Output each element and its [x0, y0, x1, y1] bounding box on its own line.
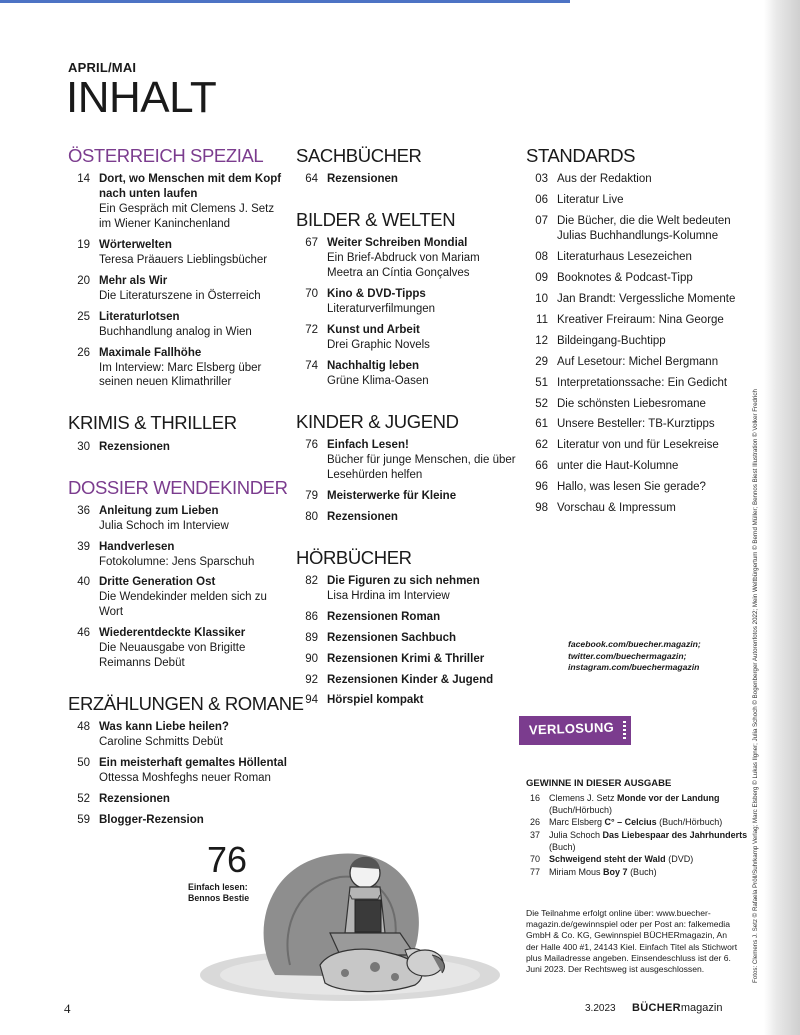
toc-entry[interactable] — [296, 673, 518, 688]
standards-text: Vorschau & Impressum — [557, 502, 676, 515]
entry-headline: Weiter Schreiben Mondial — [327, 237, 468, 250]
standards-entry[interactable] — [526, 355, 748, 370]
toc-entry[interactable] — [68, 756, 288, 786]
page-ref: 26 — [77, 346, 90, 359]
instagram-link[interactable]: instagram.com/buechermagazin — [568, 662, 700, 673]
entry-subline: Lisa Hrdina im Interview — [327, 589, 450, 602]
page-ref: 03 — [535, 173, 548, 186]
toc-entry[interactable] — [68, 310, 288, 340]
page-ref: 52 — [77, 793, 90, 805]
entry-headline: Rezensionen Krimi & Thriller — [327, 652, 485, 665]
page-ref: 09 — [535, 271, 548, 284]
social-links — [568, 639, 701, 674]
page-ref: 70 — [529, 854, 540, 865]
entry-headline: Die Figuren zu sich nehmen — [327, 574, 480, 587]
section — [68, 477, 288, 672]
toc-entry[interactable] — [296, 323, 518, 353]
standards-text: Aus der Redaktion — [557, 173, 652, 186]
entry-headline: Blogger-Rezension — [99, 813, 204, 826]
standards-text: Bildeingang-Buchtipp — [557, 334, 666, 347]
page-ref: 79 — [305, 489, 318, 502]
section-title: SACHBÜCHER — [296, 145, 422, 166]
section-title: ERZÄHLUNGEN & ROMANE — [68, 693, 304, 715]
entry-headline: Literaturlotsen — [99, 310, 180, 323]
page-ref: 06 — [535, 194, 548, 207]
page-ref: 90 — [305, 652, 318, 665]
issue-date: 3.2023 — [585, 1003, 616, 1014]
entry-headline: Kino & DVD-Tipps — [327, 288, 426, 301]
gewinn-book: Schweigend steht der Wald — [549, 854, 666, 865]
entry-subline: Grüne Klima-Oasen — [327, 374, 429, 387]
page-ref: 70 — [305, 288, 318, 301]
entry-headline: Kunst und Arbeit — [327, 324, 420, 336]
gewinn-author: Marc Elsberg — [549, 817, 603, 828]
gewinn-format: (DVD) — [668, 854, 694, 865]
entry-subline: Fotokolumne: Jens Sparschuh — [99, 555, 255, 568]
entry-subline: Die Neuausgabe von Brigitte Reimanns Debüt — [99, 642, 246, 670]
standards-entry[interactable] — [526, 193, 748, 208]
gewinn-item — [526, 817, 748, 829]
page-ref: 16 — [529, 793, 540, 803]
entry-headline: Einfach Lesen! — [327, 438, 409, 451]
standards-text: Unsere Besteller: TB-Kurztipps — [557, 418, 715, 431]
toc-entry[interactable] — [68, 440, 288, 455]
gewinn-format: (Buch/Hörbuch) — [659, 817, 723, 828]
page-ref: 11 — [536, 313, 548, 326]
page-ref: 51 — [535, 376, 548, 389]
toc-entry[interactable] — [296, 172, 518, 187]
section — [68, 145, 288, 390]
facebook-link[interactable]: facebook.com/buecher.magazin; — [568, 639, 701, 649]
page-number: 4 — [64, 1001, 71, 1016]
standards-entry[interactable] — [526, 459, 748, 474]
entry-headline: Wörterwelten — [99, 238, 172, 251]
section-title: KINDER & JUGEND — [296, 410, 459, 432]
entry-subline: Im Interview: Marc Elsberg über seinen neuen Klimathriller — [99, 361, 262, 389]
toc-entry[interactable] — [68, 238, 288, 268]
standards-entry[interactable] — [526, 501, 748, 516]
twitter-link[interactable]: twitter.com/buechermagazin; — [568, 650, 687, 661]
gewinn-book: C° – Celcius — [604, 817, 657, 828]
standards-entry[interactable] — [526, 250, 748, 265]
standards-text: Auf Lesetour: Michel Bergmann — [557, 355, 719, 368]
entry-headline: Ein meisterhaft gemaltes Höllental — [99, 757, 287, 770]
page-ref: 37 — [529, 830, 540, 841]
toc-entry[interactable] — [68, 172, 288, 232]
gewinn-item — [526, 854, 748, 866]
page-ref: 92 — [305, 673, 318, 686]
page-ref: 76 — [305, 438, 318, 451]
entry-headline: Mehr als Wir — [99, 274, 168, 287]
standards-text: Literaturhaus Lesezeichen — [557, 250, 692, 263]
page-ref: 67 — [305, 237, 318, 250]
column-left — [68, 145, 304, 850]
standards-text: unter die Haut-Kolumne — [557, 460, 679, 473]
standards-text: Interpretationssache: Ein Gedicht — [557, 376, 728, 389]
toc-entry[interactable] — [296, 610, 518, 625]
page-ref: 50 — [77, 757, 90, 770]
page-ref: 52 — [535, 397, 548, 410]
top-rule — [0, 0, 570, 3]
standards-text: Jan Brandt: Vergessliche Momente — [557, 292, 736, 305]
brand-logo: BÜCHERmagazin — [632, 1002, 723, 1014]
standards-entry[interactable] — [526, 313, 748, 328]
entry-headline: Hörspiel kompakt — [327, 694, 424, 707]
standards-entry[interactable] — [526, 480, 748, 495]
entry-subline: Drei Graphic Novels — [327, 338, 430, 351]
entry-headline: Dort, wo Menschen mit dem Kopf nach unten laufen — [99, 173, 282, 201]
page-ref: 72 — [305, 324, 318, 336]
column-middle — [296, 145, 518, 730]
entry-subline: Julia Schoch im Interview — [99, 519, 229, 532]
toc-entry[interactable] — [296, 287, 518, 317]
toc-entry[interactable] — [68, 626, 288, 671]
standards-text: Booknotes & Podcast-Tipp — [557, 271, 693, 284]
entry-headline: Rezensionen — [99, 440, 170, 453]
page-ref: 07 — [535, 215, 548, 228]
page-ref: 20 — [77, 274, 90, 287]
section-title: HÖRBÜCHER — [296, 546, 412, 568]
gewinn-author: Clemens J. Setz — [549, 793, 615, 803]
page-ref: 77 — [529, 867, 540, 878]
page-gutter-shadow — [764, 0, 800, 1035]
gewinn-format: (Buch) — [630, 867, 657, 878]
illustration-page-number: 76 — [207, 839, 248, 880]
toc-entry[interactable] — [68, 540, 288, 570]
issue-label: APRIL/MAI — [68, 60, 137, 75]
entry-headline: Rezensionen Roman — [327, 610, 441, 623]
page-ref: 80 — [305, 510, 318, 523]
page-ref: 62 — [535, 439, 548, 452]
entry-headline: Maximale Fallhöhe — [99, 346, 202, 359]
entry-subline: Bücher für junge Menschen, die über Lesehürden helfen — [327, 453, 516, 481]
entry-headline: Handverlesen — [99, 540, 175, 553]
entry-subline: Caroline Schmitts Debüt — [99, 736, 223, 749]
entry-subline: Literaturverfilmungen — [327, 303, 436, 316]
toc-entry[interactable] — [68, 792, 288, 807]
gewinne-title: GEWINNE IN DIESER AUSGABE — [526, 778, 672, 789]
section-title: BILDER & WELTEN — [296, 209, 456, 231]
toc-entry[interactable] — [68, 504, 288, 534]
entry-headline: Rezensionen — [327, 510, 398, 523]
entry-headline: Anleitung zum Lieben — [99, 504, 219, 517]
standards-entry[interactable] — [526, 271, 748, 286]
section-title: DOSSIER WENDEKINDER — [68, 476, 288, 498]
toc-entry[interactable] — [296, 652, 518, 667]
toc-entry[interactable] — [296, 510, 518, 525]
entry-subline: Buchhandlung analog in Wien — [99, 325, 252, 338]
standards-entry[interactable] — [526, 292, 748, 307]
entry-headline: Rezensionen — [99, 793, 170, 805]
entry-headline: Dritte Generation Ost — [99, 576, 216, 589]
entry-headline: Nachhaltig leben — [327, 359, 420, 372]
toc-entry[interactable] — [68, 274, 288, 304]
gewinn-item — [526, 867, 748, 879]
section — [296, 209, 518, 389]
gewinn-item — [526, 793, 748, 816]
gewinn-format: (Buch/Hörbuch) — [549, 804, 613, 815]
gewinn-author: Miriam Mous — [549, 867, 601, 878]
standards-list — [526, 172, 748, 516]
standards-entry[interactable] — [526, 334, 748, 349]
page-ref: 08 — [535, 250, 548, 263]
standards-entry[interactable] — [526, 397, 748, 412]
page-ref: 26 — [529, 817, 540, 828]
toc-entry[interactable] — [296, 574, 518, 604]
toc-entry[interactable] — [68, 346, 288, 391]
toc-entry[interactable] — [296, 236, 518, 281]
section — [296, 411, 518, 525]
toc-entry[interactable] — [296, 489, 518, 504]
page-ref: 89 — [305, 631, 318, 644]
entry-headline: Rezensionen — [327, 173, 398, 186]
page-ref: 66 — [535, 460, 548, 473]
page-ref: 12 — [535, 334, 548, 347]
page-ref: 40 — [77, 576, 90, 589]
gewinn-book: Boy 7 — [603, 867, 628, 878]
column-standards — [526, 145, 748, 522]
toc-entry[interactable] — [296, 693, 518, 708]
section — [296, 145, 518, 187]
standards-entry[interactable] — [526, 438, 748, 453]
standards-text: Literatur Live — [557, 194, 624, 207]
gewinn-book: Monde vor der Landung — [617, 793, 720, 803]
page-ref: 96 — [535, 481, 548, 494]
entry-subline: Ottessa Moshfeghs neuer Roman — [99, 772, 271, 785]
standards-entry[interactable] — [526, 172, 748, 187]
standards-entry[interactable] — [526, 214, 748, 244]
section-title: ÖSTERREICH SPEZIAL — [68, 145, 264, 166]
page-ref: 94 — [305, 694, 318, 707]
page-ref: 59 — [77, 813, 90, 826]
standards-text: Hallo, was lesen Sie gerade? — [557, 481, 706, 494]
photo-credit: Fotos: Clemens J. Setz © Rafaela Pröll/Suhrkamp Verlag; Marc Elsberg © Lukas Ilgner; Julia Schoch © Bogenberger Autorenfotos 2022; Mein Weltbürgertum © Bernd Müller; Bennos Biest Illustration © Volker Fredrich — [752, 389, 759, 983]
page-title: INHALT — [66, 73, 217, 122]
standards-text: Die schönsten Liebesromane — [557, 397, 706, 410]
gewinn-author: Julia Schoch — [549, 830, 601, 841]
page-ref: 36 — [77, 504, 90, 517]
page-ref: 14 — [77, 173, 90, 186]
gewinn-format: (Buch) — [549, 841, 576, 852]
entry-headline: Rezensionen Sachbuch — [327, 631, 457, 644]
page-ref: 10 — [535, 292, 548, 305]
section — [68, 693, 304, 828]
page-ref: 61 — [535, 418, 548, 431]
toc-entry[interactable] — [296, 631, 518, 646]
standards-entry[interactable] — [526, 376, 748, 391]
entry-subline: Die Wendekinder melden sich zu Wort — [99, 591, 267, 619]
entry-subline: Teresa Präauers Lieblingsbücher — [99, 253, 268, 266]
page-ref: 30 — [77, 440, 90, 453]
entry-subline: Ein Brief-Abdruck von Mariam Meetra an Cíntia Gonçalves — [327, 252, 480, 280]
page-ref: 82 — [305, 574, 318, 587]
page-ref: 39 — [77, 540, 90, 553]
standards-text: Die Bücher, die die Welt bedeuten Julias Buchhandlungs-Kolumne — [557, 215, 731, 242]
page-ref: 74 — [305, 359, 318, 372]
entry-headline: Wiederentdeckte Klassiker — [99, 627, 246, 640]
section — [68, 412, 288, 454]
page-ref: 46 — [77, 627, 90, 640]
entry-headline: Meisterwerke für Kleine — [327, 489, 457, 502]
page-ref: 25 — [77, 310, 90, 323]
entry-headline: Was kann Liebe heilen? — [99, 721, 229, 734]
verlosung-ribbon: VERLOSUNG — [519, 716, 631, 745]
entry-subline: Ein Gespräch mit Clemens J. Setz im Wiener Kaninchenland — [99, 203, 275, 230]
standards-text: Kreativer Freiraum: Nina George — [557, 313, 724, 326]
page-ref: 19 — [77, 238, 90, 251]
entry-subline: Die Literaturszene in Österreich — [99, 289, 261, 302]
toc-entry[interactable] — [68, 575, 288, 620]
page-ref: 48 — [77, 721, 90, 734]
toc-entry[interactable] — [68, 720, 288, 750]
page-ref: 64 — [305, 173, 318, 186]
section-title: KRIMIS & THRILLER — [68, 412, 237, 434]
section — [296, 547, 518, 709]
page-ref: 29 — [535, 355, 548, 368]
standards-text: Literatur von und für Lesekreise — [557, 439, 719, 452]
page-ref: 98 — [535, 502, 548, 515]
page-ref: 86 — [305, 610, 318, 623]
toc-entry[interactable] — [296, 359, 518, 389]
entry-headline: Rezensionen Kinder & Jugend — [327, 673, 494, 686]
toc-entry[interactable] — [296, 438, 518, 483]
section-title-standards: STANDARDS — [526, 145, 636, 166]
gewinnspiel-note: Die Teilnahme erfolgt online über: www.buecher-magazin.de/gewinnspiel oder per Post an: falkemedia GmbH & Co. KG, Gewinnspiel BÜCHERmagazin, An der Halle 400 #1, 24143 Kiel. Einfach Titel als Stichwort plus Mailadresse angeben. Einsendeschluss ist der 6. Juni 2023. Der Rechtsweg ist ausgeschlossen. — [526, 908, 738, 974]
gewinne-list — [526, 793, 748, 879]
standards-entry[interactable] — [526, 417, 748, 432]
gewinne-box — [526, 778, 748, 880]
illustration-caption: Einfach lesen: Bennos Bestie — [188, 882, 250, 904]
gewinn-item — [526, 830, 748, 853]
gewinn-book: Das Liebespaar des Jahrhunderts — [602, 830, 748, 841]
